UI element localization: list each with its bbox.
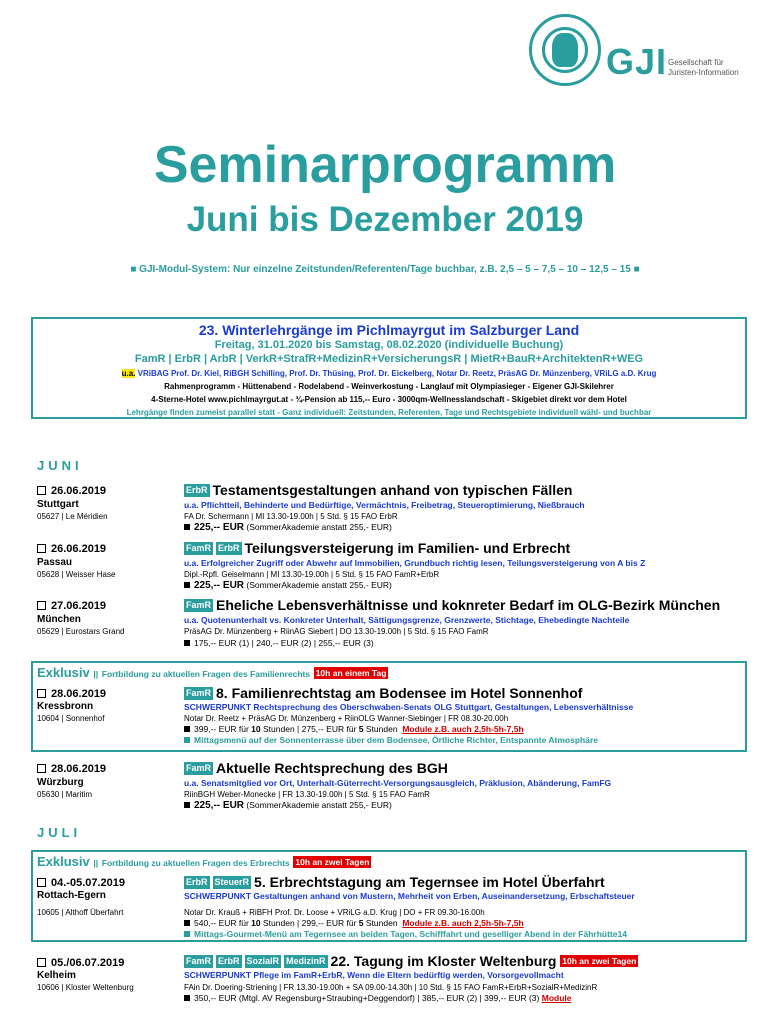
event-extra: Mittags-Gourmet-Menü am Tegernsee an beiden Tagen, Schifffahrt und geselliger Abend in der Fährhütte14 [184, 929, 627, 940]
event-title: FamR ErbR SozialR MedizinR 22. Tagung im Kloster Weltenburg 10h an zwei Tagen [186, 953, 637, 969]
winter-date: Freitag, 31.01.2020 bis Samstag, 08.02.2020 (individuelle Buchung) [214, 339, 564, 351]
event-id: 10605 | Althoff Überfahrt [37, 908, 124, 917]
event-info: FAin Dr. Doering-Striening | FR 13.30-19.00h + SA 09.00-14.30h | 10 Std. § 15 FAO FamR+ErbR+SozialR+MedizinR [184, 983, 598, 992]
event-price: 225,-- EUR (SommerAkademie anstatt 255,- EUR) [184, 522, 392, 533]
event-info: Dipl.-Rpfl. Geiselmann | MI 13.30-19.00h | 5 Std. § 15 FAO FamR+ErbR [184, 570, 440, 579]
event-info: FA Dr. Schermann | MI 13.30-19.00h | 5 Std. § 15 FAO ErbR [184, 512, 398, 521]
bullet-icon [184, 995, 190, 1001]
logo-subtitle: Gesellschaft für Juristen-Information [668, 58, 739, 77]
event-subtitle: u.a. Erfolgreicher Zugriff oder Abwehr auf Immobilien, Grundbuch richtig lesen, Teilungsversteigerung von A bis Z [184, 558, 646, 568]
event-subtitle: SCHWERPUNKT Pflege im FamR+ErbR, Wenn die Eltern bedürftig werden, Vorsorgevollmacht [184, 970, 564, 980]
event-date: 28.06.2019 [37, 763, 106, 775]
checkbox-icon [37, 601, 46, 610]
logo-text: GJI [606, 41, 668, 82]
page-title: Seminarprogramm [153, 136, 617, 194]
event-date: 28.06.2019 [37, 688, 106, 700]
winter-lehrgaenge: Lehrgänge finden zumeist parallel statt - Ganz individuell: Zeitstunden, Referenten, Tage und Rechtsgebiete individuell wähl- und buchbar [126, 408, 652, 417]
event-city: München [37, 614, 81, 625]
bullet-icon [184, 920, 190, 926]
event-id: 05628 | Weisser Hase [37, 570, 116, 579]
event-id: 10604 | Sonnenhof [37, 714, 105, 723]
event-id: 10606 | Kloster Weltenburg [37, 983, 134, 992]
event-subtitle: u.a. Quotenunterhalt vs. Konkreter Unterhalt, Sättigungsgrenze, Grenzwerte, Stichtage, Ehebedingte Nachteile [184, 615, 630, 625]
event-title: FamR ErbR Teilungsversteigerung im Familien- und Erbrecht [186, 540, 571, 556]
event-extra: Mittagsmenü auf der Sonnenterrasse über dem Bodensee, Örtliche Richter, Entspannte Atmosphäre [184, 735, 598, 746]
event-id: 05627 | Le Méridien [37, 512, 108, 521]
checkbox-icon [37, 544, 46, 553]
event-title: FamR 8. Familienrechtstag am Bodensee im Hotel Sonnenhof [186, 685, 583, 701]
event-info: RiinBGH Weber-Monecke | FR 13.30-19.00h | 5 Std. § 15 FAO FamR [184, 790, 430, 799]
event-subtitle: u.a. Pflichtteil, Behinderte und Bedürftige, Vermächtnis, Freibetrag, Steueroptimierung, Nießbrauch [184, 500, 585, 510]
event-price: 225,-- EUR (SommerAkademie anstatt 255,- EUR) [184, 800, 392, 811]
event-date: 27.06.2019 [37, 600, 106, 612]
event-price: 225,-- EUR (SommerAkademie anstatt 255,- EUR) [184, 580, 392, 591]
bullet-icon [184, 582, 190, 588]
event-info: Notar Dr. Krauß + RiBFH Prof. Dr. Loose + VRiLG a.D. Krug | DO + FR 09.30-16.00h [184, 908, 485, 917]
event-subtitle: SCHWERPUNKT Gestaltungen anhand von Mustern, Mehrheit von Erben, Auseinandersetzung, Erbschaftsteuer [184, 891, 635, 901]
modul-system-line: ■ GJI-Modul-System: Nur einzelne Zeitstunden/Referenten/Tage buchbar, z.B. 2,5 – 5 – 7,5 – 10 – 12,5 – 15 ■ [130, 264, 640, 275]
event-title: ErbR Testamentsgestaltungen anhand von typischen Fällen [186, 482, 573, 498]
event-price: 540,-- EUR für 10 Stunden | 299,-- EUR für 5 Stunden Module z.B. auch 2,5h-5h-7,5h [184, 918, 524, 929]
event-city: Passau [37, 557, 73, 568]
bullet-icon [184, 737, 190, 743]
event-subtitle: u.a. Senatsmitglied vor Ort, Unterhalt-Güterrecht-Versorgungsausgleich, Präklusion, Abänderung, FamFG [184, 778, 612, 788]
event-city: Kressbronn [37, 701, 94, 712]
logo-mark [529, 14, 601, 86]
event-city: Kelheim [37, 970, 76, 981]
checkbox-icon [37, 486, 46, 495]
exklusiv-header: Exklusiv || Fortbildung zu aktuellen Fragen des Erbrechts 10h an zwei Tagen [37, 854, 370, 869]
event-price: 399,-- EUR für 10 Stunden | 275,-- EUR für 5 Stunden Module z.B. auch 2,5h-5h-7,5h [184, 724, 524, 735]
event-price: 350,-- EUR (Mtgl. AV Regensburg+Straubing+Deggendorf) | 385,-- EUR (2) | 399,-- EUR (3) Module [184, 993, 571, 1004]
event-info: PräsAG Dr. Münzenberg + RiinAG Siebert | DO 13.30-19.00h | 5 Std. § 15 FAO FamR [184, 627, 489, 636]
event-title: FamR Eheliche Lebensverhältnisse und koknreter Bedarf im OLG-Bezirk München [186, 597, 721, 613]
winter-rahmen: Rahmenprogramm - Hüttenabend - Rodelabend - Weinverkostung - Langlauf mit Olympiasieger - Eigener GJI-Skilehrer [164, 382, 614, 391]
month-juli: JULI [37, 825, 82, 840]
event-date: 26.06.2019 [37, 543, 106, 555]
event-date: 26.06.2019 [37, 485, 106, 497]
winter-box [31, 317, 747, 419]
event-subtitle: SCHWERPUNKT Rechtsprechung des Oberschwaben-Senats OLG Stuttgart, Gestaltungen, Lebensverhältnisse [184, 702, 634, 712]
event-date: 04.-05.07.2019 [37, 877, 125, 889]
winter-fields: FamR | ErbR | ArbR | VerkR+StrafR+MedizinR+VersicherungsR | MietR+BauR+ArchitektenR+WEG [134, 353, 644, 365]
winter-speakers: u.a. VRiBAG Prof. Dr. Kiel, RiBGH Schilling, Prof. Dr. Thüsing, Prof. Dr. Eickelberg, Notar Dr. Reetz, PräsAG Dr. Münzenberg, VRiLG a.D. Krug [121, 369, 657, 378]
page-subtitle: Juni bis Dezember 2019 [186, 200, 584, 239]
event-id: 05629 | Eurostars Grand [37, 627, 125, 636]
bullet-icon [184, 640, 190, 646]
modul-link[interactable]: Module z.B. auch 2,5h-5h-7,5h [402, 918, 524, 928]
event-id: 05630 | Maritim [37, 790, 92, 799]
bullet-icon [184, 931, 190, 937]
month-juni: JUNI [37, 458, 83, 473]
event-date: 05./06.07.2019 [37, 957, 124, 969]
exklusiv-header: Exklusiv || Fortbildung zu aktuellen Fragen des Familienrechts 10h an einem Tag [37, 665, 387, 680]
modul-link[interactable]: Module [541, 993, 572, 1003]
bullet-icon [184, 524, 190, 530]
modul-link[interactable]: Module z.B. auch 2,5h-5h-7,5h [402, 724, 524, 734]
bullet-icon [184, 802, 190, 808]
winter-hotel: 4-Sterne-Hotel www.pichlmayrgut.at - ¾-Pension ab 115,-- Euro - 3000qm-Wellnesslandschaft - Skigebiet direkt vor dem Hotel [151, 395, 627, 404]
event-title: FamR Aktuelle Rechtsprechung des BGH [186, 760, 448, 776]
winter-title: 23. Winterlehrgänge im Pichlmayrgut im Salzburger Land [198, 322, 580, 338]
bullet-icon [184, 726, 190, 732]
event-city: Würzburg [37, 777, 84, 788]
checkbox-icon [37, 958, 46, 967]
event-title: ErbR SteuerR 5. Erbrechtstagung am Tegernsee im Hotel Überfahrt [186, 874, 605, 890]
checkbox-icon [37, 689, 46, 698]
event-price: 175,-- EUR (1) | 240,-- EUR (2) | 255,-- EUR (3) [184, 638, 374, 649]
checkbox-icon [37, 878, 46, 887]
event-city: Stuttgart [37, 499, 79, 510]
event-city: Rottach-Egern [37, 890, 106, 901]
event-info: Notar Dr. Reetz + PräsAG Dr. Münzenberg + RiinOLG Wanner-Siebinger | FR 08.30-20.00h [184, 714, 509, 723]
checkbox-icon [37, 764, 46, 773]
